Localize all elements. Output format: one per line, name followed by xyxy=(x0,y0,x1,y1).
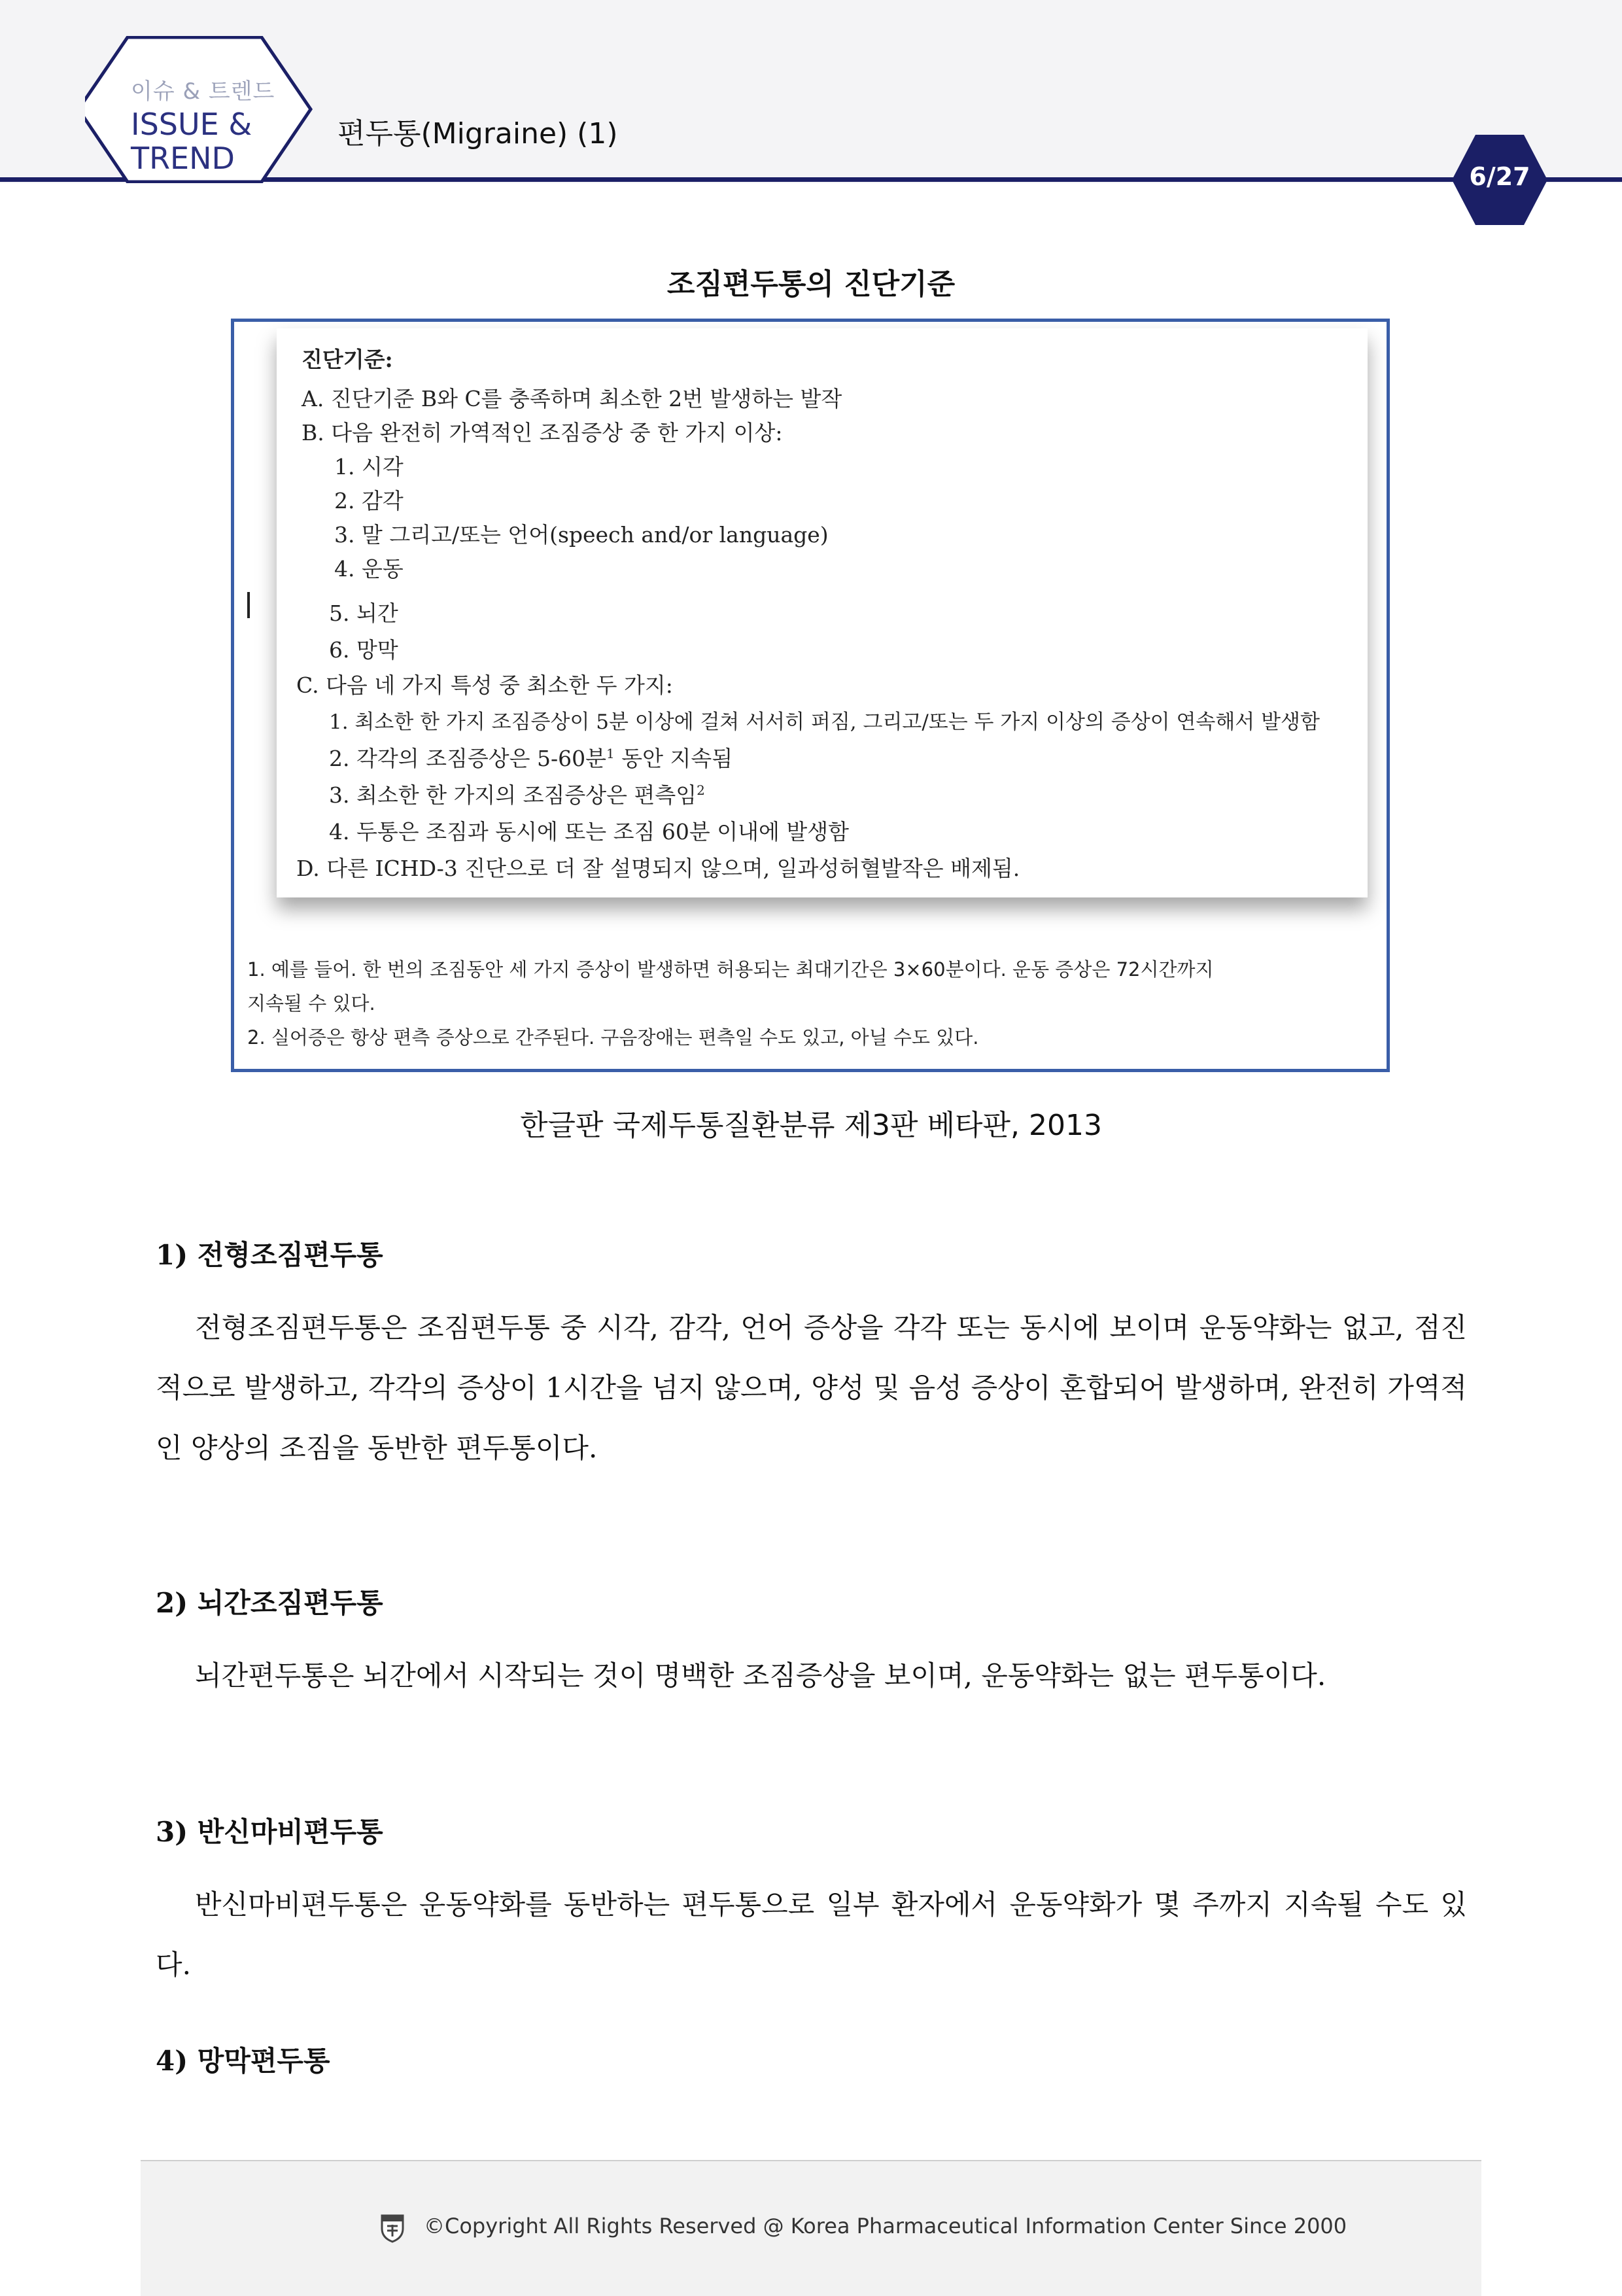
criteria-line: D. 다른 ICHD-3 진단으로 더 잘 설명되지 않으며, 일과성허혈발작은 배제됨. xyxy=(296,856,1020,881)
criteria-line: 6. 망막 xyxy=(329,637,398,663)
criteria-line: 5. 뇌간 xyxy=(329,600,398,626)
badge-line-1: ISSUE & xyxy=(131,107,252,142)
footnote-line: 2. 실어증은 항상 편측 증상으로 간주된다. 구음장애는 편측일 수도 있고, 아닐 수도 있다. xyxy=(247,1026,979,1049)
criteria-line: 1. 최소한 한 가지 조짐증상이 5분 이상에 걸쳐 서서히 퍼짐, 그리고/또는 두 가지 이상의 증상이 연속해서 발생함 xyxy=(329,710,1320,734)
figure-title: 조짐편두통의 진단기준 xyxy=(666,268,956,301)
criteria-line-text: 2. 각각의 조짐증상은 5-60분 xyxy=(329,746,606,771)
section-paragraph: 전형조짐편두통은 조짐편두통 중 시각, 감각, 언어 증상을 각각 또는 동시에 보이며 운동약화는 없고, 점진적으로 발생하고, 각각의 증상이 1시간을 넘지 않으며, 양성 및 음성 증상이 혼합되어 발생하며, 완전히 가역적인 양상의 조짐을 동반한 편두통이다. xyxy=(156,1312,1467,1464)
footnote-marker: 1 xyxy=(606,746,615,761)
section-heading: 4) 망막편두통 xyxy=(156,2045,330,2077)
badge-title xyxy=(131,107,252,175)
badge-line-2: TREND xyxy=(131,141,235,176)
criteria-line xyxy=(329,778,705,809)
criteria-line: 1. 시각 xyxy=(334,454,404,479)
footnote-line: 지속될 수 있다. xyxy=(247,992,375,1015)
copyright-text: ©Copyright All Rights Reserved @ Korea Pharmaceutical Information Center Since 2000 xyxy=(424,2214,1347,2238)
footnote-marker: 2 xyxy=(697,782,705,798)
criteria-line: A. 진단기준 B와 C를 충족하며 최소한 2번 발생하는 발작 xyxy=(302,386,842,411)
document-title: 편두통(Migraine) (1) xyxy=(337,117,618,150)
shield-logo-icon xyxy=(379,2213,406,2243)
text-cursor-mark xyxy=(247,592,250,618)
section-heading: 1) 전형조짐편두통 xyxy=(156,1239,383,1271)
scanned-criteria-table xyxy=(277,328,1368,897)
section-heading: 2) 뇌간조짐편두통 xyxy=(156,1587,383,1619)
section-heading: 3) 반신마비편두통 xyxy=(156,1816,383,1848)
footnote-line: 1. 예를 들어. 한 번의 조짐동안 세 가지 증상이 발생하면 허용되는 최대기간은 3×60분이다. 운동 증상은 72시간까지 xyxy=(247,958,1214,981)
badge-korean-label: 이슈 & 트렌드 xyxy=(131,78,275,105)
figure-caption: 한글판 국제두통질환분류 제3판 베타판, 2013 xyxy=(520,1109,1102,1142)
criteria-line-text: 3. 최소한 한 가지의 조짐증상은 편측임 xyxy=(329,782,697,808)
section-paragraph: 반신마비편두통은 운동약화를 동반하는 편두통으로 일부 환자에서 운동약화가 몇 주까지 지속될 수도 있다. xyxy=(156,1888,1467,1981)
criteria-line: 4. 두통은 조짐과 동시에 또는 조짐 60분 이내에 발생함 xyxy=(329,819,849,844)
criteria-line: C. 다음 네 가지 특성 중 최소한 두 가지: xyxy=(296,672,673,698)
criteria-line: 2. 감각 xyxy=(334,488,404,513)
section-paragraph: 뇌간편두통은 뇌간에서 시작되는 것이 명백한 조짐증상을 보이며, 운동약화는 없는 편두통이다. xyxy=(195,1660,1326,1692)
criteria-heading: 진단기준: xyxy=(302,347,393,372)
diagnostic-criteria-figure xyxy=(231,319,1390,1072)
page-number: 6/27 xyxy=(1469,162,1530,191)
criteria-line-text: 동안 지속됨 xyxy=(614,746,733,771)
criteria-line xyxy=(329,742,733,773)
criteria-line: 4. 운동 xyxy=(334,556,404,582)
criteria-line: 3. 말 그리고/또는 언어(speech and/or language) xyxy=(334,522,829,548)
criteria-line: B. 다음 완전히 가역적인 조짐증상 중 한 가지 이상: xyxy=(302,420,783,445)
